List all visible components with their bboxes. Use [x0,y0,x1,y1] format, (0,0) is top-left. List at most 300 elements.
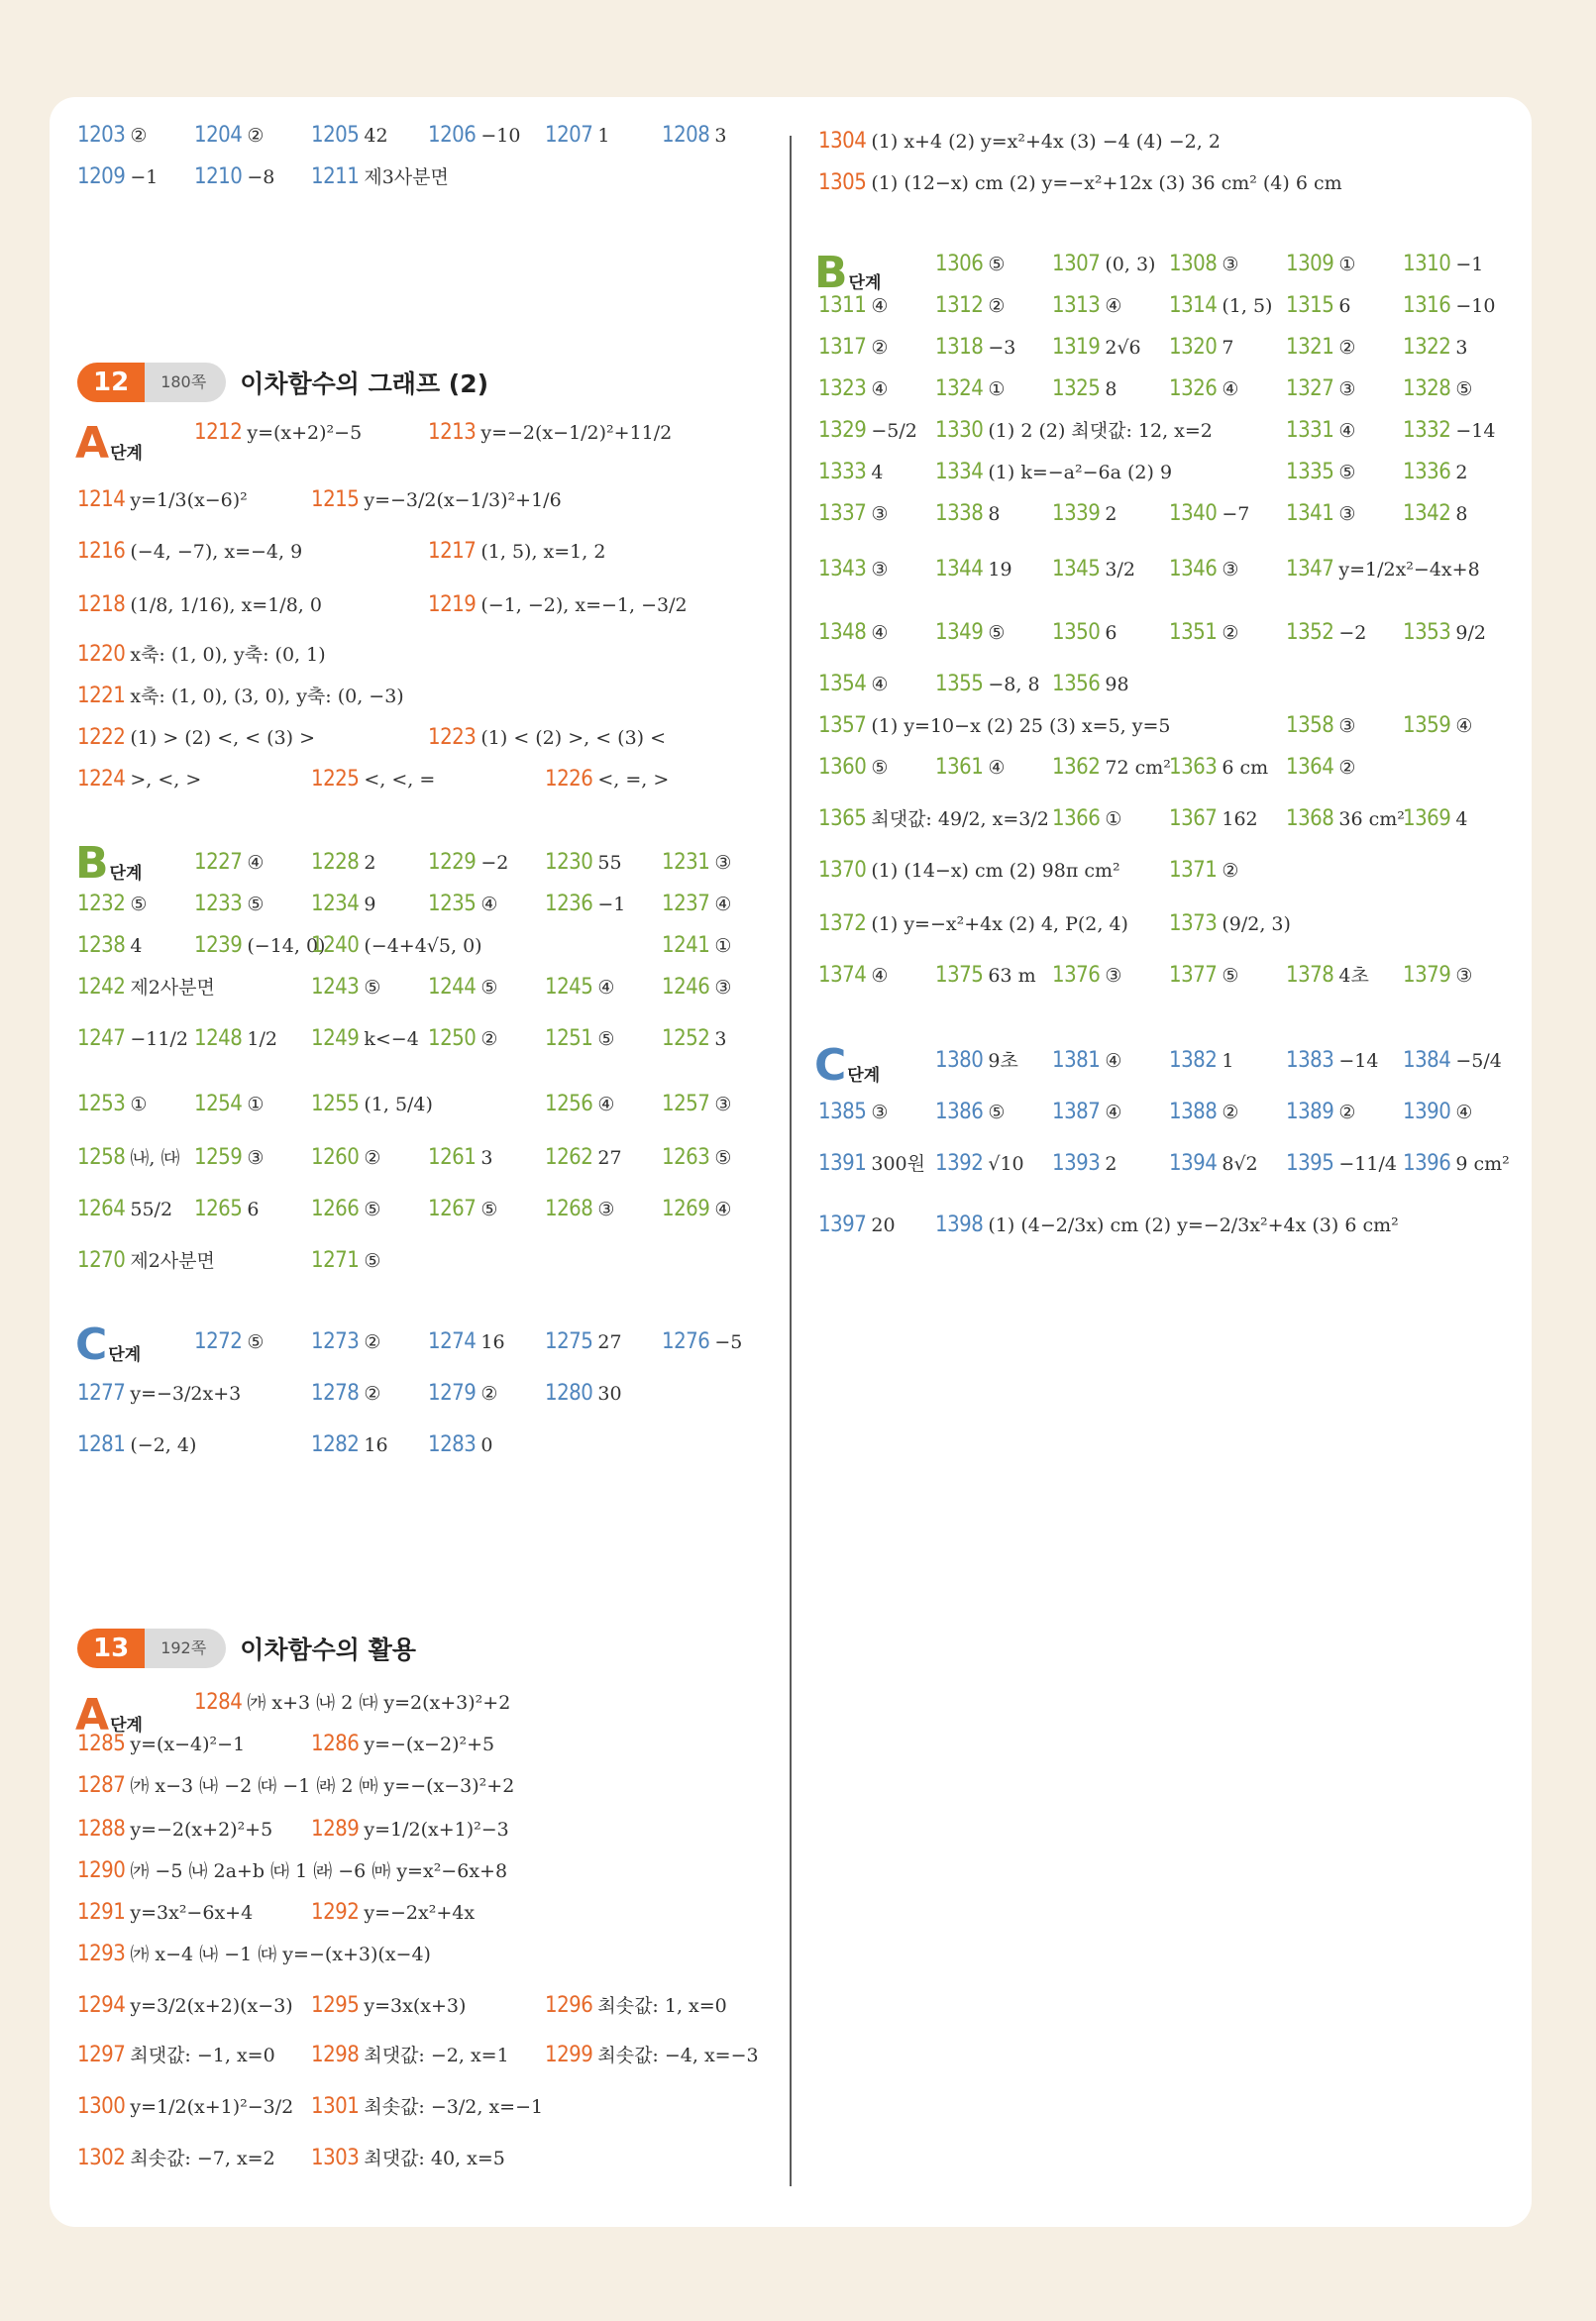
answer-item [1403,252,1483,277]
answer-text: √10 [988,1153,1024,1175]
question-number: 1281 [77,1432,126,1457]
answer-text: ⑤ [988,1102,1006,1123]
answer-item [1169,963,1238,989]
answer-text: ㈎ x−4 ㈏ −1 ㈐ y=−(x+3)(x−4) [130,1944,431,1965]
question-number: 1276 [662,1329,710,1354]
question-number: 1301 [311,2094,360,2119]
answer-item [662,975,731,1001]
answer-text: y=−2x²+4x [364,1902,476,1924]
answer-item [77,1773,514,1799]
answer-item [1052,672,1129,697]
answer-item [1403,1151,1510,1177]
answer-item [818,963,888,989]
stage-word: 단계 [108,1345,142,1365]
answer-item [1286,1151,1397,1177]
answer-text: ㈏, ㈐ [130,1147,180,1169]
answer-item [818,293,888,319]
question-number: 1311 [818,293,867,318]
question-number: 1284 [194,1690,243,1715]
question-number: 1356 [1052,672,1101,696]
answer-text: 36 cm² [1338,808,1405,830]
answer-text: ① [130,1094,148,1115]
answer-item [662,1026,726,1052]
answer-item [1169,501,1249,527]
answer-item [194,1026,277,1052]
answer-text: ② [1222,622,1239,644]
answer-text: 1 [1222,1050,1234,1072]
question-number: 1341 [1286,501,1334,526]
answer-item [545,2043,759,2068]
question-number: 1344 [935,557,984,581]
answer-text: −8, 8 [988,674,1040,695]
answer-item [311,1092,433,1117]
answer-text: 1/2 [247,1028,277,1050]
answer-text: 3 [480,1147,493,1169]
answer-item [77,1817,272,1843]
answer-item [1052,501,1117,527]
answer-text: ③ [1338,378,1356,400]
answer-item [1052,806,1121,832]
answer-item [935,418,1213,444]
question-number: 1302 [77,2146,126,2170]
question-number: 1321 [1286,335,1334,360]
answer-item [818,620,888,646]
answer-item [194,850,264,876]
answer-text: ③ [714,1094,732,1115]
answer-text: 7 [1222,337,1234,359]
answer-item [1169,335,1233,361]
question-number: 1213 [428,420,477,445]
answer-item [77,1858,507,1884]
answer-text: ③ [871,559,889,580]
answer-text: y=3x²−6x+4 [130,1902,254,1924]
answer-item [1403,460,1467,485]
question-number: 1206 [428,123,477,148]
answer-item [77,539,302,565]
answer-text: ③ [1338,715,1356,737]
answer-text: −1 [130,166,159,188]
question-number: 1203 [77,123,126,148]
question-number: 1336 [1403,460,1451,484]
question-number: 1219 [428,592,477,617]
answer-item [1169,620,1238,646]
answer-text: 최솟값: −4, x=−3 [597,2045,759,2066]
answer-text: 27 [597,1331,622,1353]
answer-text: 0 [480,1434,493,1456]
answer-item [428,1026,497,1052]
answer-text: 3 [1455,337,1468,359]
answer-text: ④ [247,852,265,874]
answer-item [1052,293,1121,319]
question-number: 1296 [545,1993,593,2018]
answer-item [818,501,888,527]
answer-item [1052,620,1117,646]
answer-item [935,755,1005,781]
answer-item [311,1248,380,1274]
answer-text: 20 [871,1214,896,1236]
answer-text: −14 [1338,1050,1379,1072]
answer-text: ② [364,1331,381,1353]
answer-text: (−2, 4) [130,1434,197,1456]
answer-item [77,684,404,709]
answer-text: ㈎ −5 ㈏ 2a+b ㈐ 1 ㈑ −6 ㈒ y=x²−6x+8 [130,1860,508,1882]
answer-text: 9 cm² [1455,1153,1510,1175]
answer-item [311,164,449,190]
answer-item [818,1151,925,1177]
answer-text: ③ [1222,559,1239,580]
answer-text: ㈎ x−3 ㈏ −2 ㈐ −1 ㈑ 2 ㈒ y=−(x−3)²+2 [130,1775,515,1797]
answer-text: ③ [597,1199,615,1220]
answer-text: ④ [597,1094,615,1115]
answer-text: ④ [480,894,498,915]
answer-item [1052,1151,1117,1177]
question-number: 1390 [1403,1100,1451,1124]
answer-text: y=(x−4)²−1 [130,1734,246,1755]
answer-item [935,501,1000,527]
question-number: 1260 [311,1145,360,1170]
answer-text: −2 [480,852,509,874]
answer-text: ④ [871,622,889,644]
answer-item [1286,335,1355,361]
answer-text: 19 [988,559,1012,580]
question-number: 1339 [1052,501,1101,526]
answer-text: −5 [714,1331,743,1353]
answer-item [77,1732,245,1757]
answer-text: (9/2, 3) [1222,913,1291,935]
answer-item [935,1213,1399,1238]
question-number: 1360 [818,755,867,780]
answer-text: −1 [1455,254,1484,275]
question-number: 1320 [1169,335,1218,360]
question-number: 1304 [818,129,867,154]
answer-text: −14 [1455,420,1496,442]
answer-text: ④ [1222,378,1239,400]
answer-text: >, <, > [130,769,202,791]
answer-text: 2√6 [1105,337,1141,359]
answer-text: 300원 [871,1153,925,1175]
answer-text: −10 [1455,295,1496,317]
answer-text: ⑤ [364,1199,381,1220]
question-number: 1334 [935,460,984,484]
answer-item [935,335,1015,361]
answer-item [935,252,1005,277]
answer-text: 9초 [988,1050,1018,1072]
question-number: 1257 [662,1092,710,1116]
answer-item [1169,1100,1238,1125]
question-number: 1318 [935,335,984,360]
answer-item [77,767,201,792]
answer-text: 최솟값: 1, x=0 [597,1995,727,2017]
stage-c-label [814,1040,881,1091]
answer-text: 8 [988,503,1001,525]
question-number: 1259 [194,1145,243,1170]
question-number: 1285 [77,1732,126,1756]
answer-text: (1/8, 1/16), x=1/8, 0 [130,594,322,616]
answer-item [1052,963,1121,989]
answer-item [1169,858,1238,884]
answer-item [194,420,362,446]
answer-item [818,557,888,582]
question-number: 1223 [428,725,477,750]
answer-text: ③ [1338,503,1356,525]
question-number: 1254 [194,1092,243,1116]
question-number: 1352 [1286,620,1334,645]
answer-item [428,539,605,565]
answer-text: 제3사분면 [364,166,449,188]
question-number: 1208 [662,123,710,148]
question-number: 1227 [194,850,243,875]
stage-word: 단계 [110,444,143,464]
answer-item [1052,252,1155,277]
section-header-13 [77,1629,416,1668]
answer-item [545,1197,614,1222]
answer-text: (1) < (2) >, < (3) < [480,727,667,749]
question-number: 1370 [818,858,867,883]
answer-item [77,1993,293,2019]
question-number: 1220 [77,642,126,667]
question-number: 1369 [1403,806,1451,831]
answer-item [77,592,322,618]
answer-text: 63 m [988,965,1036,987]
answer-item [77,1248,215,1274]
question-number: 1307 [1052,252,1101,276]
question-number: 1289 [311,1817,360,1842]
question-number: 1273 [311,1329,360,1354]
answer-item [818,672,888,697]
answer-text: y=3x(x+3) [364,1995,467,2017]
answer-item [935,963,1036,989]
answer-item [1169,755,1268,781]
question-number: 1350 [1052,620,1101,645]
answer-text: y=−2(x−1/2)²+11/2 [480,422,673,444]
question-number: 1376 [1052,963,1101,988]
answer-text: 최댓값: −1, x=0 [130,2045,275,2066]
question-number: 1217 [428,539,477,564]
question-number: 1262 [545,1145,593,1170]
answer-item [194,1329,264,1355]
answer-item [1286,806,1405,832]
answer-item [311,1993,466,2019]
question-number: 1269 [662,1197,710,1221]
answer-text: k<−4 [364,1028,419,1050]
question-number: 1386 [935,1100,984,1124]
question-number: 1322 [1403,335,1451,360]
answer-item [194,892,264,917]
answer-item [428,725,666,751]
answer-text: 16 [480,1331,505,1353]
question-number: 1258 [77,1145,126,1170]
answer-item [662,123,726,149]
answer-item [935,557,1012,582]
question-number: 1247 [77,1026,126,1051]
answer-item [1286,418,1355,444]
answer-item [545,767,669,792]
question-number: 1232 [77,892,126,916]
answer-text: (1) 2 (2) 최댓값: 12, x=2 [988,420,1213,442]
stage-word: 단계 [110,1716,143,1736]
question-number: 1317 [818,335,867,360]
question-number: 1243 [311,975,360,1000]
section-number: 12 [77,363,145,402]
answer-item [428,420,672,446]
question-number: 1263 [662,1145,710,1170]
answer-text: (−14, 0) [247,935,326,957]
answer-text: ⑤ [247,1331,265,1353]
answer-item [1169,1151,1258,1177]
answer-text: ⑤ [1455,378,1473,400]
answer-text: 제2사분면 [130,977,215,999]
answer-text: ⑤ [130,894,148,915]
answer-item [311,1900,475,1926]
answer-text: ④ [871,295,889,317]
answer-item [1286,1048,1378,1074]
answer-item [818,1213,896,1238]
answer-text: −1 [597,894,626,915]
answer-text: 30 [597,1383,622,1405]
question-number: 1319 [1052,335,1101,360]
answer-text: ⑤ [988,254,1006,275]
answer-item [662,1197,731,1222]
question-number: 1244 [428,975,477,1000]
answer-item [545,1381,622,1407]
question-number: 1354 [818,672,867,696]
question-number: 1330 [935,418,984,443]
answer-item [1169,1048,1233,1074]
answer-item [428,592,688,618]
answer-text: 2 [1455,462,1468,483]
question-number: 1290 [77,1858,126,1883]
stage-word: 단계 [848,273,882,293]
question-number: 1241 [662,933,710,958]
answer-text: 최댓값: 49/2, x=3/2 [871,808,1049,830]
question-number: 1277 [77,1381,126,1406]
answer-text: 8√2 [1222,1153,1258,1175]
answer-text: ⑤ [247,894,265,915]
question-number: 1395 [1286,1151,1334,1176]
answer-text: 6 [1338,295,1351,317]
answer-text: ④ [1338,420,1356,442]
answer-item [77,1197,172,1222]
answer-text: 8 [1105,378,1117,400]
column-divider [790,136,792,2186]
answer-item [545,123,609,149]
answer-item [1403,501,1467,527]
answer-text: 98 [1105,674,1129,695]
answer-item [1286,501,1355,527]
question-number: 1233 [194,892,243,916]
stage-b-label [75,838,143,889]
question-number: 1333 [818,460,867,484]
answer-text: 16 [364,1434,388,1456]
answer-text: ⑤ [714,1147,732,1169]
answer-text: ③ [1455,965,1473,987]
answer-text: ② [1222,860,1239,882]
answer-item [77,1900,253,1926]
question-number: 1229 [428,850,477,875]
answer-item [818,1100,888,1125]
answer-item [1403,713,1472,739]
answer-text: −5/2 [871,420,917,442]
answer-text: ⑤ [364,1250,381,1272]
answer-item [545,1026,614,1052]
answer-text: ② [480,1028,498,1050]
question-number: 1226 [545,767,593,791]
answer-item [935,620,1005,646]
question-number: 1361 [935,755,984,780]
question-number: 1292 [311,1900,360,1925]
answer-text: −8 [247,166,275,188]
answer-item [935,293,1005,319]
question-number: 1246 [662,975,710,1000]
answer-text: ① [988,378,1006,400]
answer-text: (1, 5/4) [364,1094,433,1115]
question-number: 1377 [1169,963,1218,988]
answer-text: ④ [1105,295,1122,317]
question-number: 1234 [311,892,360,916]
answer-text: 4 [1455,808,1468,830]
answer-text: 162 [1222,808,1258,830]
answer-item [77,1942,431,1967]
answer-text: (1) (4−2/3x) cm (2) y=−2/3x²+4x (3) 6 cm² [988,1214,1399,1236]
answer-item [77,975,215,1001]
question-number: 1371 [1169,858,1218,883]
question-number: 1287 [77,1773,126,1798]
answer-text: (1) (12−x) cm (2) y=−x²+12x (3) 36 cm² (4) 6 cm [871,172,1342,194]
answer-text: ② [130,125,148,147]
stage-word: 단계 [847,1066,881,1086]
answer-item [428,1197,497,1222]
question-number: 1362 [1052,755,1101,780]
section-number: 13 [77,1629,145,1668]
question-number: 1224 [77,767,126,791]
question-number: 1267 [428,1197,477,1221]
answer-text: 최솟값: −3/2, x=−1 [364,2096,544,2118]
answer-text: ③ [714,852,732,874]
question-number: 1384 [1403,1048,1451,1073]
answer-text: 최댓값: −2, x=1 [364,2045,509,2066]
answer-text: (0, 3) [1105,254,1156,275]
answer-text: 6 [247,1199,260,1220]
question-number: 1212 [194,420,243,445]
question-number: 1316 [1403,293,1451,318]
question-number: 1326 [1169,376,1218,401]
answer-item [818,460,883,485]
question-number: 1308 [1169,252,1218,276]
answer-text: (1) x+4 (2) y=x²+4x (3) −4 (4) −2, 2 [871,131,1221,153]
answer-item [77,642,326,668]
question-number: 1275 [545,1329,593,1354]
answer-text: y=−3/2(x−1/3)²+1/6 [364,489,562,511]
question-number: 1353 [1403,620,1451,645]
stage-letter: B [75,838,109,889]
question-number: 1343 [818,557,867,581]
answer-item [1286,376,1355,402]
answer-item [311,892,375,917]
answer-item [1052,1100,1121,1125]
question-number: 1294 [77,1993,126,2018]
question-number: 1379 [1403,963,1451,988]
answer-item [428,1381,497,1407]
answer-item [818,858,1120,884]
question-number: 1323 [818,376,867,401]
question-number: 1288 [77,1817,126,1842]
question-number: 1236 [545,892,593,916]
answer-item [935,672,1040,697]
answer-text: ⑤ [480,1199,498,1220]
answer-text: ③ [1105,965,1122,987]
answer-item [1403,620,1486,646]
answer-item [428,1432,492,1458]
